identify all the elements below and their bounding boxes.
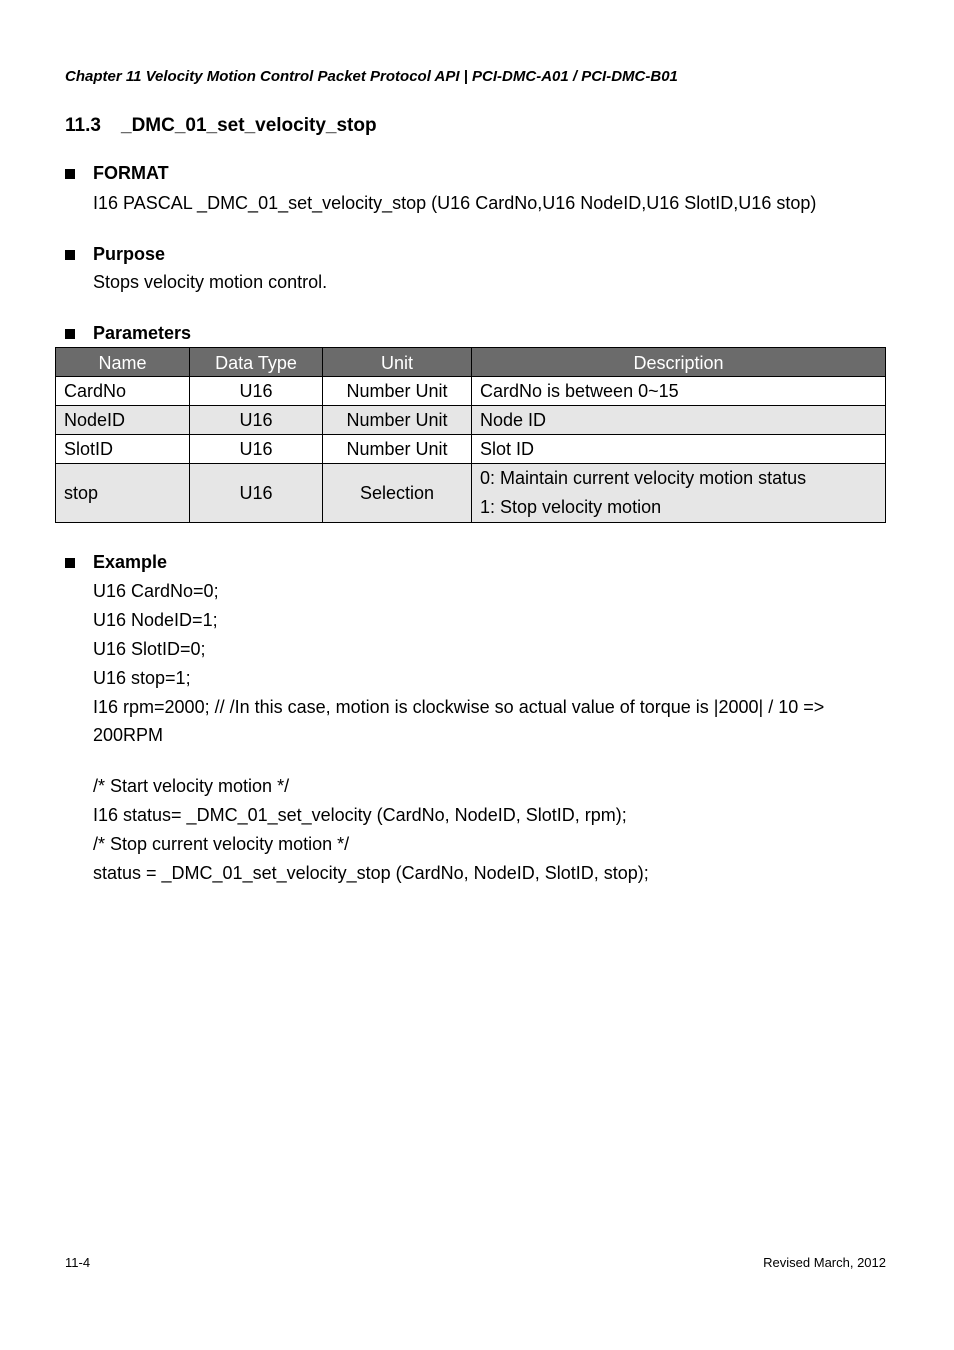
param-description: Node ID (472, 406, 886, 435)
param-description: CardNo is between 0~15 (472, 377, 886, 406)
param-name: stop (56, 464, 190, 523)
param-name: SlotID (56, 435, 190, 464)
table-row (56, 406, 886, 435)
purpose-heading (65, 244, 165, 265)
example-code-line: /* Start velocity motion */ (93, 776, 290, 796)
page-number: 11-4 (65, 1255, 91, 1270)
example-heading-label: Example (93, 552, 168, 572)
section-number: 11.3 (65, 115, 101, 136)
table-row (56, 435, 886, 464)
column-header-unit: Unit (323, 348, 472, 377)
table-row (56, 464, 886, 523)
param-unit: Number Unit (323, 406, 472, 435)
page-header: Chapter 11 Velocity Motion Control Packet Protocol API | PCI-DMC-A01 / PCI-DMC-B01 (65, 68, 678, 85)
example-code-line: U16 CardNo=0; (93, 581, 219, 601)
parameters-heading (65, 323, 191, 344)
param-unit: Number Unit (323, 435, 472, 464)
param-type: U16 (190, 464, 323, 523)
param-description: Slot ID (472, 435, 886, 464)
example-heading (65, 552, 167, 573)
param-unit: Number Unit (323, 377, 472, 406)
example-code-line: U16 stop=1; (93, 668, 191, 688)
param-description-line: 1: Stop velocity motion (480, 497, 662, 517)
example-code-line: 200RPM (93, 725, 164, 745)
param-name: NodeID (56, 406, 190, 435)
param-description (472, 464, 886, 523)
example-code-line: U16 NodeID=1; (93, 610, 218, 630)
format-heading (65, 163, 169, 184)
bullet-square-icon (65, 169, 75, 179)
section-title (65, 115, 377, 137)
param-unit: Selection (323, 464, 472, 523)
example-code-line: I16 status= _DMC_01_set_velocity (CardNo, NodeID, SlotID, rpm); (93, 805, 627, 825)
bullet-square-icon (65, 558, 75, 568)
bullet-square-icon (65, 250, 75, 260)
param-type: U16 (190, 377, 323, 406)
param-type: U16 (190, 435, 323, 464)
param-type: U16 (190, 406, 323, 435)
purpose-heading-label: Purpose (93, 244, 166, 264)
purpose-text: Stops velocity motion control. (93, 272, 328, 292)
column-header-data-type: Data Type (190, 348, 323, 377)
table-row (56, 377, 886, 406)
example-code-line: status = _DMC_01_set_velocity_stop (CardNo, NodeID, SlotID, stop); (93, 863, 649, 883)
column-header-name: Name (56, 348, 190, 377)
example-code-line: U16 SlotID=0; (93, 639, 206, 659)
param-name: CardNo (56, 377, 190, 406)
column-header-description: Description (472, 348, 886, 377)
param-description-line: 0: Maintain current velocity motion status (480, 468, 807, 488)
example-code-line: /* Stop current velocity motion */ (93, 834, 350, 854)
section-function-name: _DMC_01_set_velocity_stop (121, 115, 377, 136)
format-signature: I16 PASCAL _DMC_01_set_velocity_stop (U16 CardNo,U16 NodeID,U16 SlotID,U16 stop) (93, 193, 817, 213)
format-heading-label: FORMAT (93, 163, 169, 183)
revision-date: Revised March, 2012 (763, 1255, 886, 1270)
table-header-row (56, 348, 886, 377)
parameters-table (55, 347, 886, 523)
example-code-line: I16 rpm=2000; // /In this case, motion is clockwise so actual value of torque is |2000| / 10 => (93, 697, 825, 717)
parameters-heading-label: Parameters (93, 323, 192, 343)
bullet-square-icon (65, 329, 75, 339)
